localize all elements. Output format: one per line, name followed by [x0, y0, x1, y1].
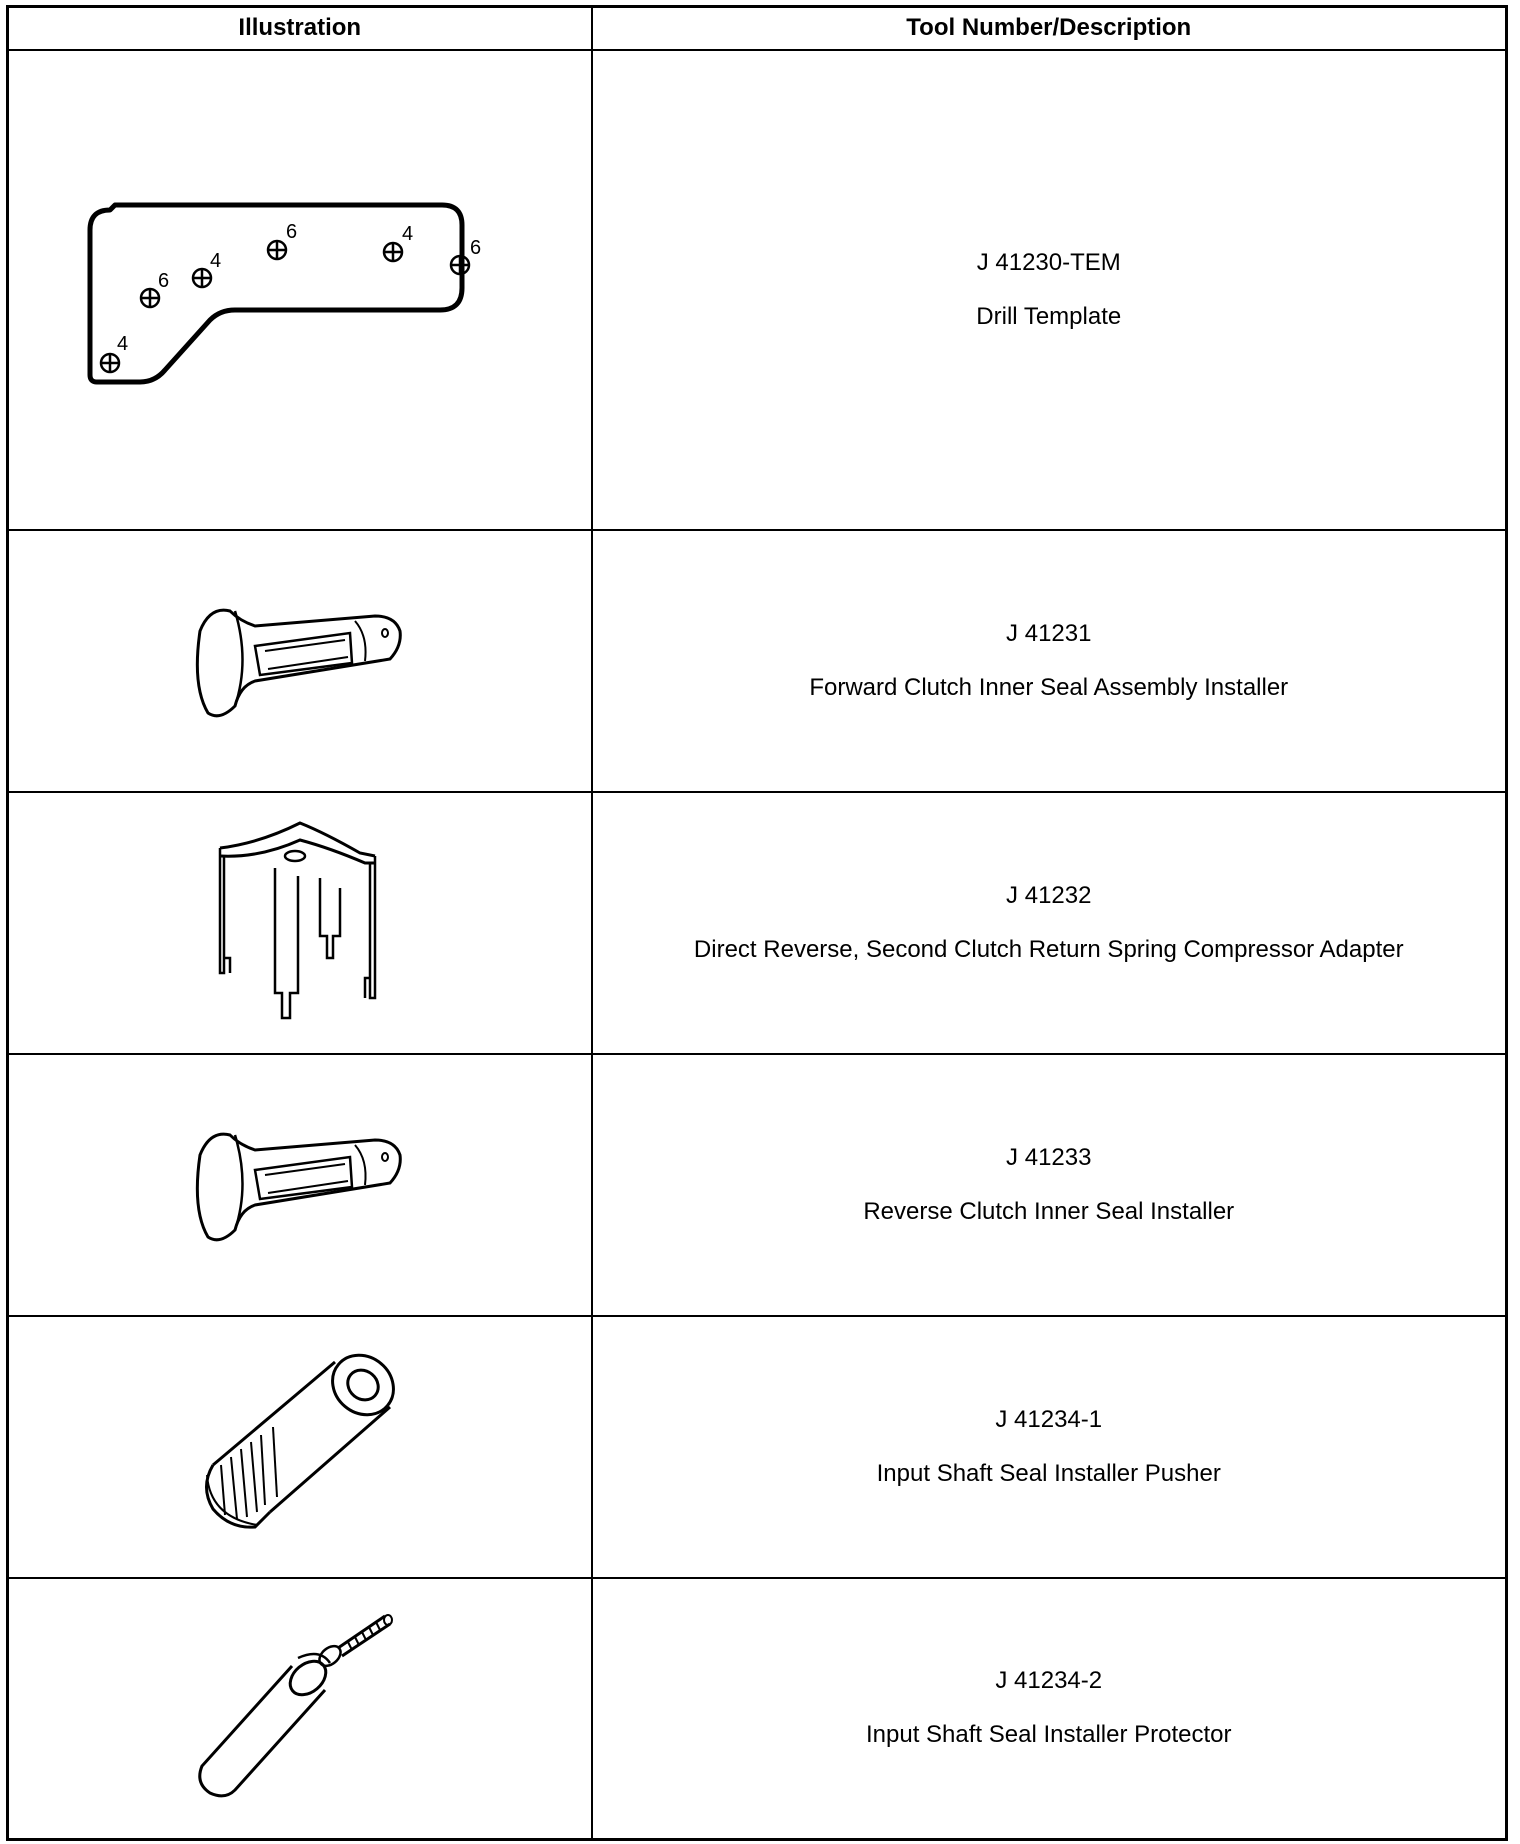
- installer-protector-icon: [180, 1608, 420, 1808]
- tool-number: J 41232: [1006, 881, 1092, 909]
- description-cell: [592, 50, 1507, 530]
- tool-description: Forward Clutch Inner Seal Assembly Installer: [809, 673, 1289, 701]
- table-row: [8, 1578, 1507, 1840]
- illustration-column-header: Illustration: [8, 7, 592, 50]
- hole-label: 4: [401, 222, 413, 245]
- tool-description: Input Shaft Seal Installer Pusher: [876, 1459, 1221, 1487]
- hole-label: 6: [469, 236, 481, 259]
- special-tools-table: [6, 5, 1508, 1841]
- seal-installer-icon: [180, 591, 420, 731]
- tool-number: J 41233: [1006, 1143, 1092, 1171]
- hole-label: 6: [157, 269, 169, 292]
- spring-compressor-adapter-icon: [200, 818, 400, 1028]
- table-row: [8, 1054, 1507, 1316]
- tool-number: J 41230-TEM: [976, 248, 1121, 276]
- tool-number: J 41234-2: [995, 1667, 1103, 1695]
- hole-label: 4: [116, 332, 128, 355]
- hole-label: 6: [285, 220, 297, 243]
- table-row: [8, 530, 1507, 792]
- description-cell: [592, 1578, 1507, 1840]
- table-row: [8, 50, 1507, 530]
- tool-number: J 41231: [1006, 619, 1092, 647]
- illustration-cell: [8, 1578, 592, 1840]
- tool-description: Direct Reverse, Second Clutch Return Spring Compressor Adapter: [693, 935, 1404, 963]
- description-cell: [592, 1316, 1507, 1578]
- installer-pusher-icon: [185, 1347, 415, 1547]
- illustration-cell: [8, 792, 592, 1054]
- tool-number: J 41234-1: [995, 1405, 1103, 1433]
- illustration-cell: [8, 1316, 592, 1578]
- illustration-cell: [8, 530, 592, 792]
- illustration-cell: [8, 1054, 592, 1316]
- illustration-cell: [8, 50, 592, 530]
- tool-description: Reverse Clutch Inner Seal Installer: [863, 1197, 1235, 1225]
- tool-description: Drill Template: [976, 302, 1122, 330]
- table-row: [8, 1316, 1507, 1578]
- description-cell: [592, 530, 1507, 792]
- tool-description-column-header: Tool Number/Description: [592, 7, 1507, 50]
- seal-installer-icon: [180, 1115, 420, 1255]
- description-cell: [592, 792, 1507, 1054]
- drill-template-icon: [70, 170, 530, 410]
- description-cell: [592, 1054, 1507, 1316]
- hole-label: 4: [209, 249, 221, 272]
- table-header-row: [8, 7, 1507, 50]
- tool-description: Input Shaft Seal Installer Protector: [865, 1721, 1232, 1749]
- table-row: [8, 792, 1507, 1054]
